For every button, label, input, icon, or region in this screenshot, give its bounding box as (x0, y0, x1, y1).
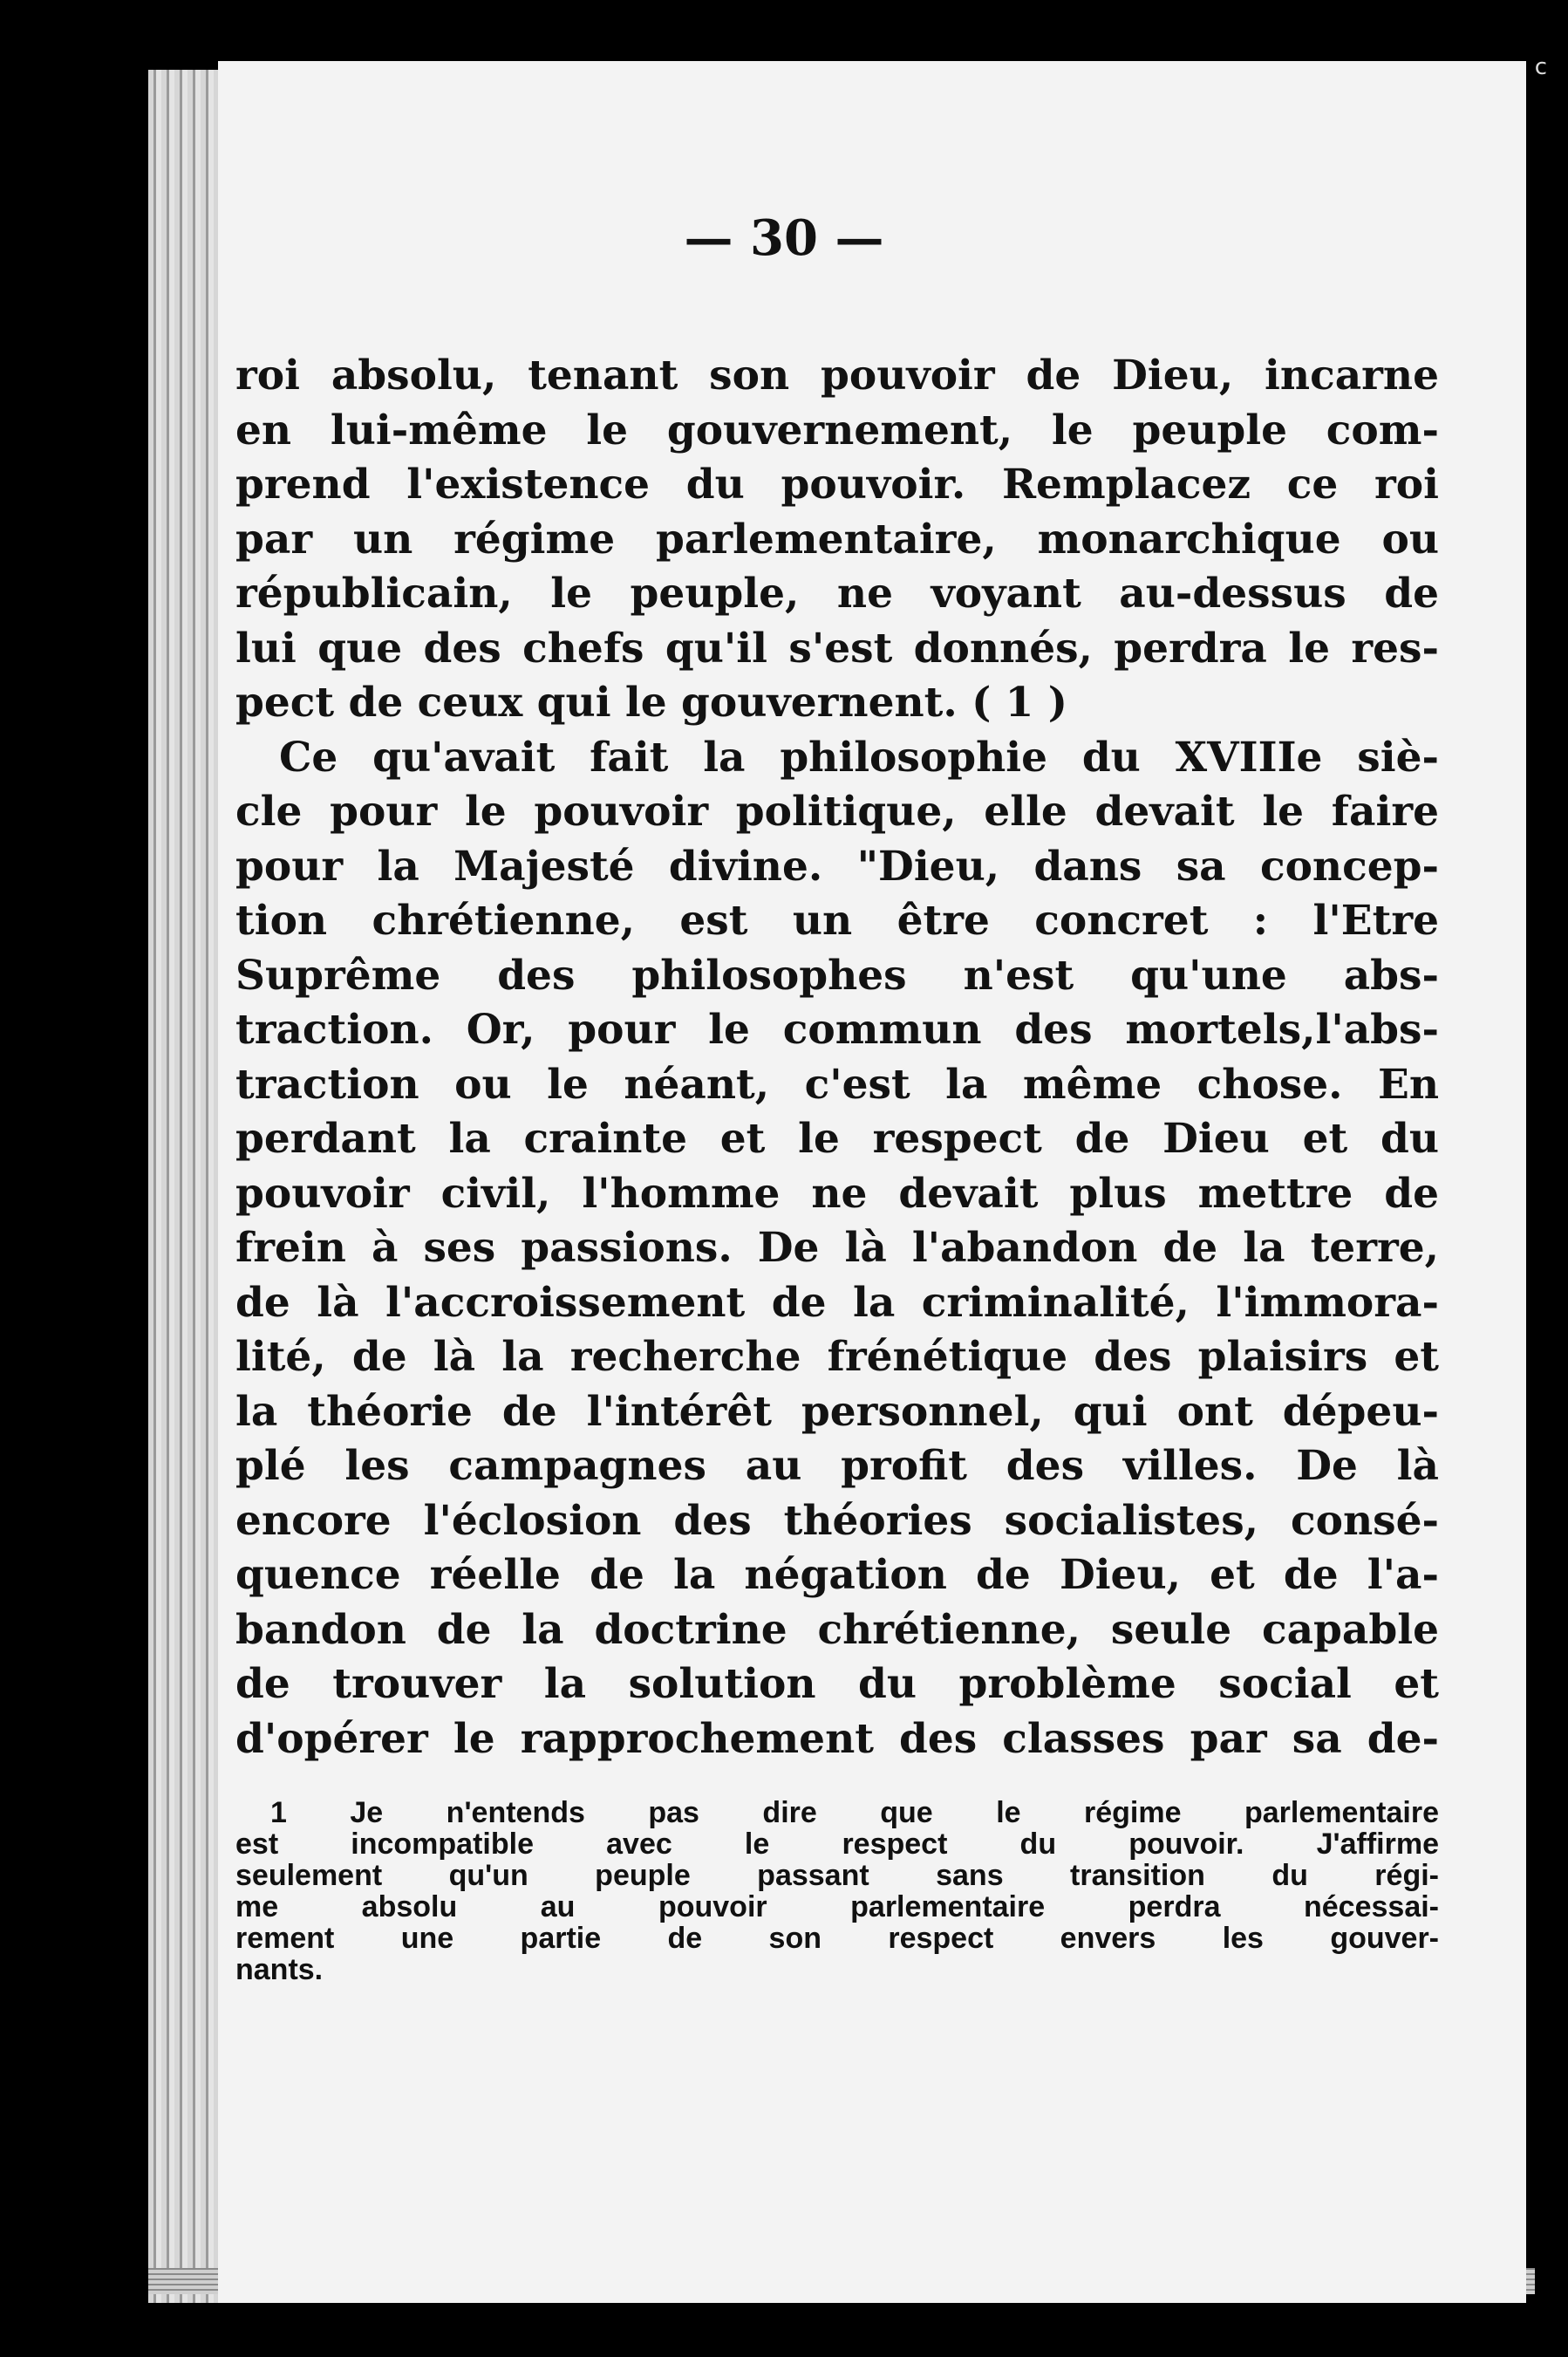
footnote-line: rement une partie de son respect envers les gouver- (235, 1922, 1439, 1955)
text-line: perdant la crainte et le respect de Dieu et du (235, 1115, 1439, 1163)
text-line: Suprême des philosophes n'est qu'une abs- (235, 951, 1439, 1000)
text-line: Ce qu'avait fait la philosophie du XVIIIe siè- (279, 733, 1439, 782)
text-line: quence réelle de la négation de Dieu, et de l'a- (235, 1551, 1439, 1599)
text-line: bandon de la doctrine chrétienne, seule capable (235, 1605, 1439, 1654)
footnote-line: me absolu au pouvoir parlementaire perdra nécessai- (235, 1890, 1439, 1923)
text-line: tion chrétienne, est un être concret : l'Etre (235, 897, 1439, 945)
text-line: plé les campagnes au profit des villes. De là (235, 1442, 1439, 1490)
footnote-line: seulement qu'un peuple passant sans transition du régi- (235, 1859, 1439, 1892)
text-line: de là l'accroissement de la criminalité, l'immora- (235, 1278, 1439, 1327)
text-line: en lui-même le gouvernement, le peuple com- (235, 406, 1439, 454)
text-line: pour la Majesté divine. "Dieu, dans sa concep- (235, 842, 1439, 891)
text-line: républicain, le peuple, ne voyant au-dessus de (235, 570, 1439, 618)
text-line: lui que des chefs qu'il s'est donnés, perdra le res- (235, 624, 1439, 673)
text-line: d'opérer le rapprochement des classes par sa de- (235, 1714, 1439, 1763)
text-line: encore l'éclosion des théories socialistes, consé- (235, 1496, 1439, 1545)
text-line: pect de ceux qui le gouvernent. ( 1 ) (235, 679, 1067, 727)
text-line: traction. Or, pour le commun des mortels,l'abs- (235, 1006, 1439, 1054)
text-line: par un régime parlementaire, monarchique ou (235, 515, 1439, 564)
body-text (235, 349, 1439, 1766)
corner-mark: c (1534, 54, 1547, 80)
footnote (235, 1797, 1439, 1985)
text-line: prend l'existence du pouvoir. Remplacez ce roi (235, 461, 1439, 509)
text-line: frein à ses passions. De là l'abandon de la terre, (235, 1224, 1439, 1272)
text-line: lité, de là la recherche frénétique des plaisirs et (235, 1333, 1439, 1381)
page-number: — 30 — (684, 209, 884, 267)
text-line: cle pour le pouvoir politique, elle devait le faire (235, 788, 1439, 836)
footnote-line: est incompatible avec le respect du pouvoir. J'affirme (235, 1828, 1439, 1861)
text-line: la théorie de l'intérêt personnel, qui ont dépeu- (235, 1387, 1439, 1436)
footnote-line: 1 Je n'entends pas dire que le régime parlementaire (270, 1796, 1439, 1829)
text-line: traction ou le néant, c'est la même chose. En (235, 1060, 1439, 1109)
text-line: pouvoir civil, l'homme ne devait plus mettre de (235, 1169, 1439, 1218)
footnote-line: nants. (235, 1953, 324, 1986)
text-line: roi absolu, tenant son pouvoir de Dieu, incarne (235, 352, 1439, 400)
text-line: de trouver la solution du problème social et (235, 1660, 1439, 1708)
